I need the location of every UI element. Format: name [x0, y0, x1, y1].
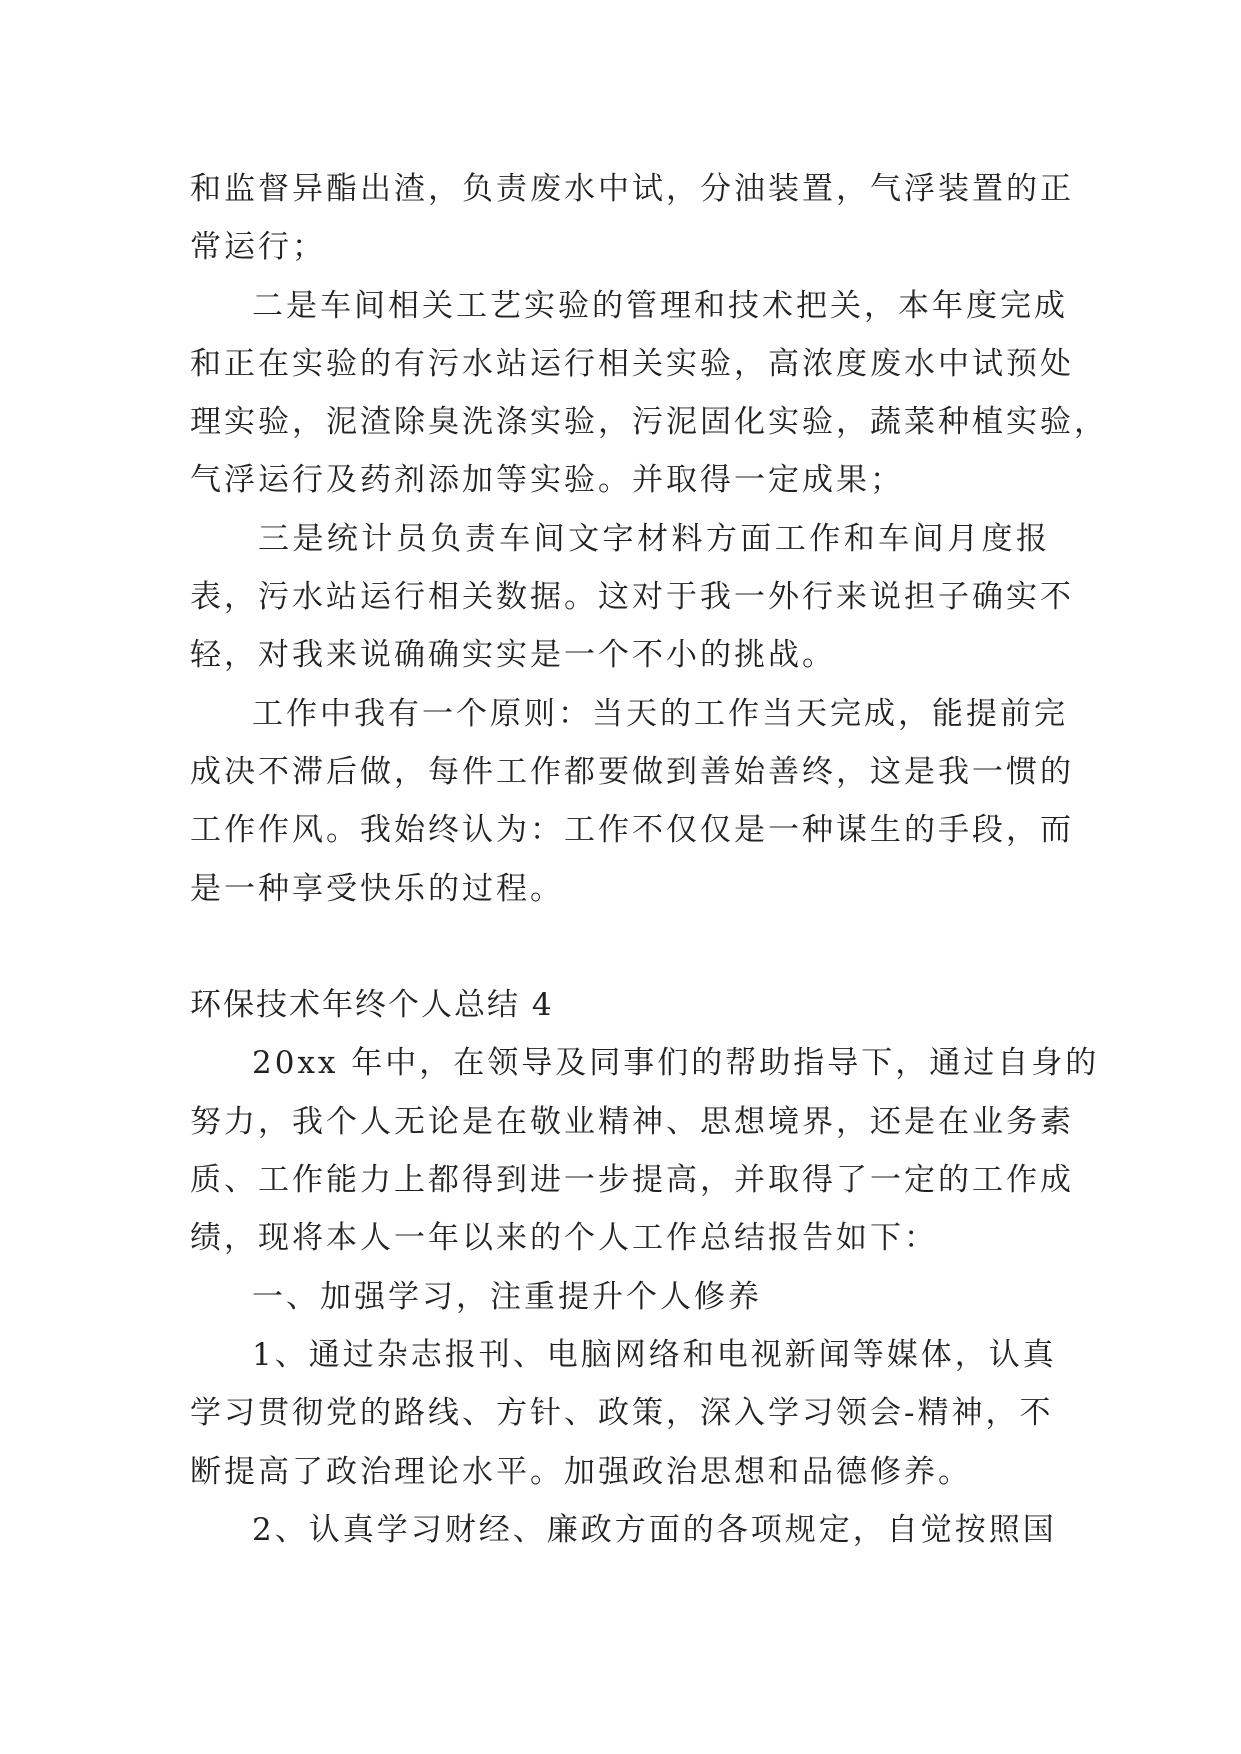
text-line: 努力，我个人无论是在敬业精神、思想境界，还是在业务素	[190, 1103, 1074, 1140]
text-line: 轻，对我来说确确实实是一个不小的挑战。	[190, 637, 836, 674]
text-line: 气浮运行及药剂添加等实验。并取得一定成果；	[190, 462, 904, 499]
list-item-1	[190, 1326, 1057, 1501]
text-line: 绩，现将本人一年以来的个人工作总结报告如下：	[190, 1220, 938, 1257]
text-line: 和正在实验的有污水站运行相关实验，高浓度废水中试预处	[190, 345, 1074, 382]
section-gap	[190, 918, 1050, 976]
text-line: 工作中我有一个原则：当天的工作当天完成，能提前完	[252, 695, 1068, 732]
text-line: 表，污水站运行相关数据。这对于我一外行来说担子确实不	[190, 579, 1074, 616]
text-line: 理实验，泥渣除臭洗涤实验，污泥固化实验，蔬菜种植实验，	[190, 404, 1108, 441]
text-line: 学习贯彻党的路线、方针、政策，深入学习领会-精神，不	[190, 1395, 1054, 1432]
paragraph-3	[190, 510, 1074, 685]
text-line: 质、工作能力上都得到进一步提高，并取得了一定的工作成	[190, 1162, 1074, 1199]
text-line: 成决不滞后做，每件工作都要做到善始善终，这是我一惯的	[190, 753, 1074, 790]
paragraph-5	[190, 1034, 1100, 1267]
text-line: 三是统计员负责车间文字材料方面工作和车间月度报	[258, 520, 1050, 557]
text-line: 常运行；	[190, 229, 326, 266]
paragraph-4	[190, 685, 1074, 918]
text-line: 20xx 年中，在领导及同事们的帮助指导下，通过自身的	[252, 1045, 1100, 1082]
section-heading: 环保技术年终个人总结 4	[190, 987, 554, 1024]
paragraph-2	[190, 277, 1108, 510]
text-line: 2、认真学习财经、廉政方面的各项规定，自觉按照国	[252, 1511, 1057, 1548]
subsection-heading: 一、加强学习，注重提升个人修养	[252, 1278, 762, 1315]
text-line: 断提高了政治理论水平。加强政治思想和品德修养。	[190, 1453, 972, 1490]
text-line: 是一种享受快乐的过程。	[190, 870, 564, 907]
list-item-2	[190, 1501, 1057, 1559]
text-line: 工作作风。我始终认为：工作不仅仅是一种谋生的手段，而	[190, 812, 1074, 849]
text-line: 和监督异酯出渣，负责废水中试，分油装置，气浮装置的正	[190, 171, 1074, 207]
document-body	[190, 160, 1108, 1559]
text-line: 1、通过杂志报刊、电脑网络和电视新闻等媒体，认真	[252, 1336, 1057, 1373]
paragraph-1	[190, 160, 1074, 277]
text-line: 二是车间相关工艺实验的管理和技术把关，本年度完成	[252, 287, 1068, 324]
